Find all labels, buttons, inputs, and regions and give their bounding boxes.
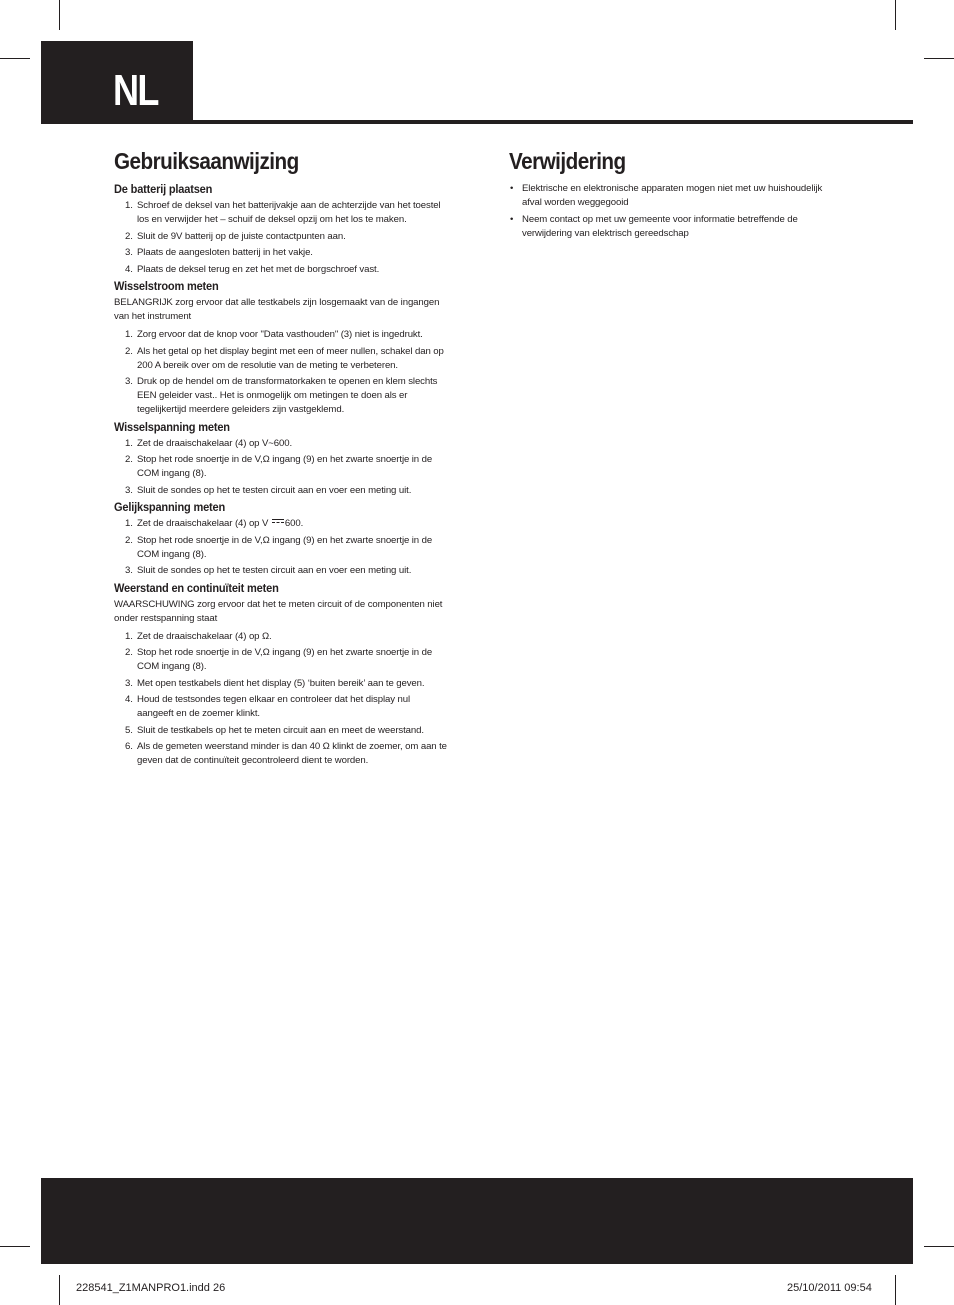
instructions-column (114, 146, 449, 771)
steps-list (114, 630, 449, 769)
header-rule (41, 120, 913, 124)
crop-mark (0, 1246, 30, 1247)
footer-band (41, 1178, 913, 1264)
list-item: • Elektrische en elektronische apparaten mogen niet met uw huishoudelijk afval worden weggegooid (510, 183, 823, 208)
print-timestamp: 25/10/2011 09:54 (787, 1282, 872, 1294)
crop-mark (924, 58, 954, 59)
steps-list (114, 437, 449, 498)
section-note: BELANGRIJK zorg ervoor dat alle testkabels zijn losgemaakt van de ingangen van het instrument (114, 297, 440, 322)
crop-mark (59, 0, 60, 30)
list-item: 4. Plaats de deksel terug en zet het met de borgschroef vast. (125, 263, 380, 275)
steps-list (114, 199, 449, 277)
crop-mark (0, 58, 30, 59)
list-item: 4. Houd de testsondes tegen elkaar en controleer dat het display nul aangeeft en de zoemer klinkt. (125, 694, 410, 719)
bullet-icon: • (510, 183, 514, 194)
steps-list (114, 517, 449, 578)
list-item: 3. Druk op de hendel om de transformatorkaken te openen en klem slechts EEN geleider vast.. Het is onmogelijk om metingen te doen als er tegelijkertijd meerdere geleiders zijn vastgeklemd. (125, 376, 438, 415)
section-heading: Wisselstroom meten (114, 279, 219, 293)
crop-mark (895, 0, 896, 30)
section-note: WAARSCHUWING zorg ervoor dat het te meten circuit of de componenten niet onder restspanning staat (114, 598, 443, 624)
language-code: NL (113, 66, 158, 115)
steps-list (114, 328, 449, 417)
crop-mark (895, 1275, 896, 1305)
file-info: 228541_Z1MANPRO1.indd 26 (76, 1282, 226, 1294)
list-item: 3. Sluit de sondes op het te testen circuit aan en voer een meting uit. (125, 565, 412, 576)
list-item: 2. Sluit de 9V batterij op de juiste contactpunten aan. (125, 230, 346, 242)
list-item: 2. Stop het rode snoertje in de V,Ω ingang (9) en het zwarte snoertje in de COM ingang (8). (125, 647, 433, 672)
bullet-icon: • (510, 213, 514, 225)
section-heading: Weerstand en continuïteit meten (114, 580, 279, 595)
section-heading: Gelijkspanning meten (114, 500, 226, 514)
dc-voltage-icon (271, 518, 285, 526)
list-item: 3. Plaats de aangesloten batterij in het vakje. (125, 247, 313, 258)
list-item: 1. Zet de draaischakelaar (4) op V~600. (125, 437, 293, 449)
instructions-title: Gebruiksaanwijzing (114, 148, 299, 174)
list-item: 1. Zet de draaischakelaar (4) op Ω. (125, 630, 272, 642)
list-item: 3. Met open testkabels dient het display (5) ‘buiten bereik’ aan te geven. (125, 677, 425, 689)
list-item: 2. Stop het rode snoertje in de V,Ω ingang (9) en het zwarte snoertje in de COM ingang (8). (125, 534, 433, 560)
list-item: 1. Schroef de deksel van het batterijvakje aan de achterzijde van het toestel los en verwijder het – schuif de deksel opzij om het los te maken. (125, 200, 441, 225)
list-item: 1. Zorg ervoor dat de knop voor "Data vasthouden" (3) niet is ingedrukt. (125, 329, 423, 340)
disposal-column (509, 146, 844, 243)
disposal-title: Verwijdering (509, 148, 626, 174)
language-tab (41, 41, 193, 123)
disposal-list (509, 182, 844, 241)
list-item: 2. Als het getal op het display begint met een of meer nullen, schakel dan op 200 A bereik over om de resolutie van de meting te verbeteren. (125, 345, 444, 371)
section-heading: Wisselspanning meten (114, 419, 230, 434)
section-heading: De batterij plaatsen (114, 182, 213, 196)
list-item: • Neem contact op met uw gemeente voor informatie betreffende de verwijdering van elektrisch gereedschap (510, 213, 798, 239)
crop-mark (59, 1275, 60, 1305)
list-item: 6. Als de gemeten weerstand minder is dan 40 Ω klinkt de zoemer, om aan te geven dat de continuïteit gecontroleerd dient te worden. (125, 741, 447, 766)
list-item: 1. Zet de draaischakelaar (4) op V 600. (125, 518, 304, 529)
list-item: 3. Sluit de sondes op het te testen circuit aan en voer een meting uit. (125, 484, 412, 496)
list-item: 2. Stop het rode snoertje in de V,Ω ingang (9) en het zwarte snoertje in de COM ingang (8). (125, 454, 433, 479)
list-item: 5. Sluit de testkabels op het te meten circuit aan en meet de weerstand. (125, 724, 424, 736)
crop-mark (924, 1246, 954, 1247)
